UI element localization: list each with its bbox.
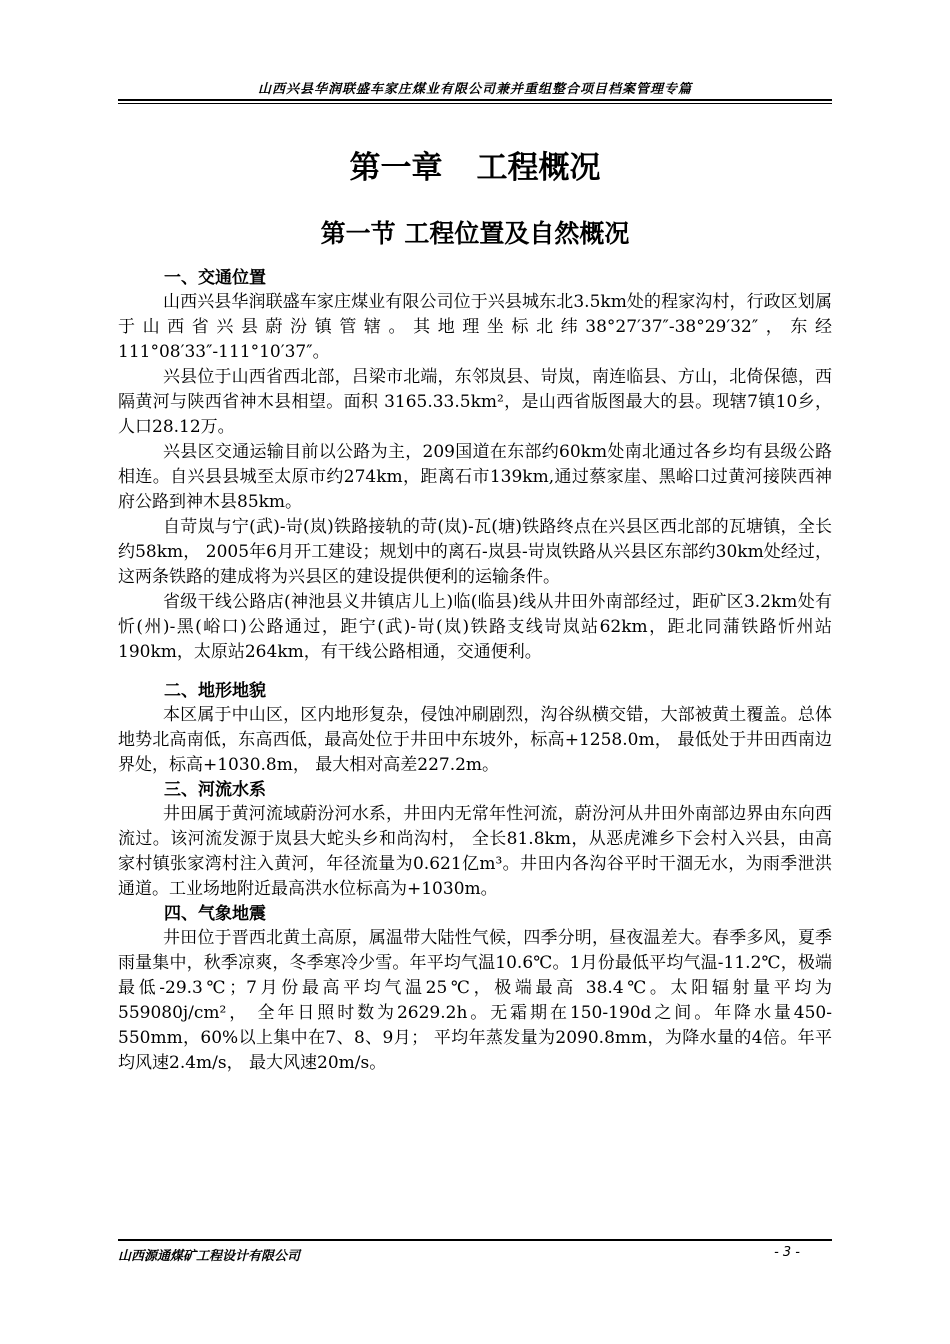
- footer-company: 山西源通煤矿工程设计有限公司: [118, 1249, 301, 1264]
- page-header: 山西兴县华润联盛车家庄煤业有限公司兼并重组整合项目档案管理专篇: [257, 82, 692, 97]
- chapter-number: 第一章: [349, 150, 443, 186]
- paragraph: 本区属于中山区，区内地形复杂，侵蚀冲刷剧烈，沟谷纵横交错，大部被黄土覆盖。总体地势北高南低，东高西低，最高处位于井田中东坡外，标高+1258.0m， 最低处于井田西南边界处，标高+1030.8m， 最大相对高差227.2m。: [118, 705, 832, 775]
- paragraph: 井田位于晋西北黄土高原，属温带大陆性气候，四季分明，昼夜温差大。春季多风，夏季雨量集中，秋季凉爽，冬季寒冷少雪。年平均气温10.6℃。1月份最低平均气温-11.2℃，极端最低-29.3℃；7月份最高平均气温25℃，极端最高 38.4℃。太阳辐射量平均为559080j/cm²， 全年日照时数为2629.2h。无霜期在150-190d之间。年降水量450-550mm，60%以上集中在7、8、9月； 平均年蒸发量为2090.8mm，为降水量的4倍。年平均风速2.4m/s， 最大风速20m/s。: [118, 928, 832, 1073]
- chapter-name: 工程概况: [476, 150, 601, 186]
- paragraph: 自苛岚与宁(武)-岢(岚)铁路接轨的苛(岚)-瓦(塘)铁路终点在兴县区西北部的瓦塘镇，全长约58km， 2005年6月开工建设；规划中的离石-岚县-岢岚铁路从兴县区东部约30km处经过，这两条铁路的建成将为兴县区的建设提供便利的运输条件。: [118, 517, 832, 587]
- paragraph: 井田属于黄河流域蔚汾河水系，井田内无常年性河流，蔚汾河从井田外南部边界由东向西流过。该河流发源于岚县大蛇头乡和尚沟村， 全长81.8km，从恶虎滩乡下会村入兴县，由高家村镇张家湾村注入黄河，年径流量为0.621亿m³。井田内各沟谷平时干涸无水，为雨季泄洪通道。工业场地附近最高洪水位标高为+1030m。: [118, 804, 832, 899]
- heading-terrain: 二、地形地貌: [164, 681, 266, 701]
- paragraph: 兴县位于山西省西北部，吕梁市北端，东邻岚县、岢岚，南连临县、方山，北倚保德，西隔黄河与陕西省神木县相望。面积 3165.33.5km²，是山西省版图最大的县。现辖7镇10乡，人口28.12万。: [118, 367, 832, 437]
- footer-rule: [118, 1239, 832, 1241]
- page-number: - 3 -: [774, 1245, 800, 1260]
- paragraph: 兴县区交通运输目前以公路为主，209国道在东部约60km处南北通过各乡均有县级公路相连。自兴县县城至太原市约274km，距离石市139km,通过蔡家崖、黑峪口过黄河接陕西神府公路到神木县85km。: [118, 442, 832, 512]
- heading-traffic: 一、交通位置: [164, 268, 266, 288]
- paragraph: 省级干线公路店(神池县义井镇店儿上)临(临县)线从井田外南部经过，距矿区3.2km处有忻(州)-黑(峪口)公路通过，距宁(武)-岢(岚)铁路支线岢岚站62km，距北同蒲铁路忻州站190km，太原站264km，有干线公路相通，交通便利。: [118, 592, 832, 662]
- header-rule-thin: [118, 103, 832, 104]
- section-title: 第一节 工程位置及自然概况: [320, 219, 630, 248]
- paragraph: 山西兴县华润联盛车家庄煤业有限公司位于兴县城东北3.5km处的程家沟村，行政区划属于山西省兴县蔚汾镇管辖。其地理坐标北纬38°27′37″-38°29′32″，东经111°08′33″-111°10′37″。: [118, 292, 832, 362]
- header-rule: [118, 99, 832, 101]
- heading-climate: 四、气象地震: [164, 904, 266, 924]
- chapter-title: [0, 142, 950, 187]
- document-body: [118, 266, 832, 1076]
- heading-rivers: 三、河流水系: [164, 780, 266, 800]
